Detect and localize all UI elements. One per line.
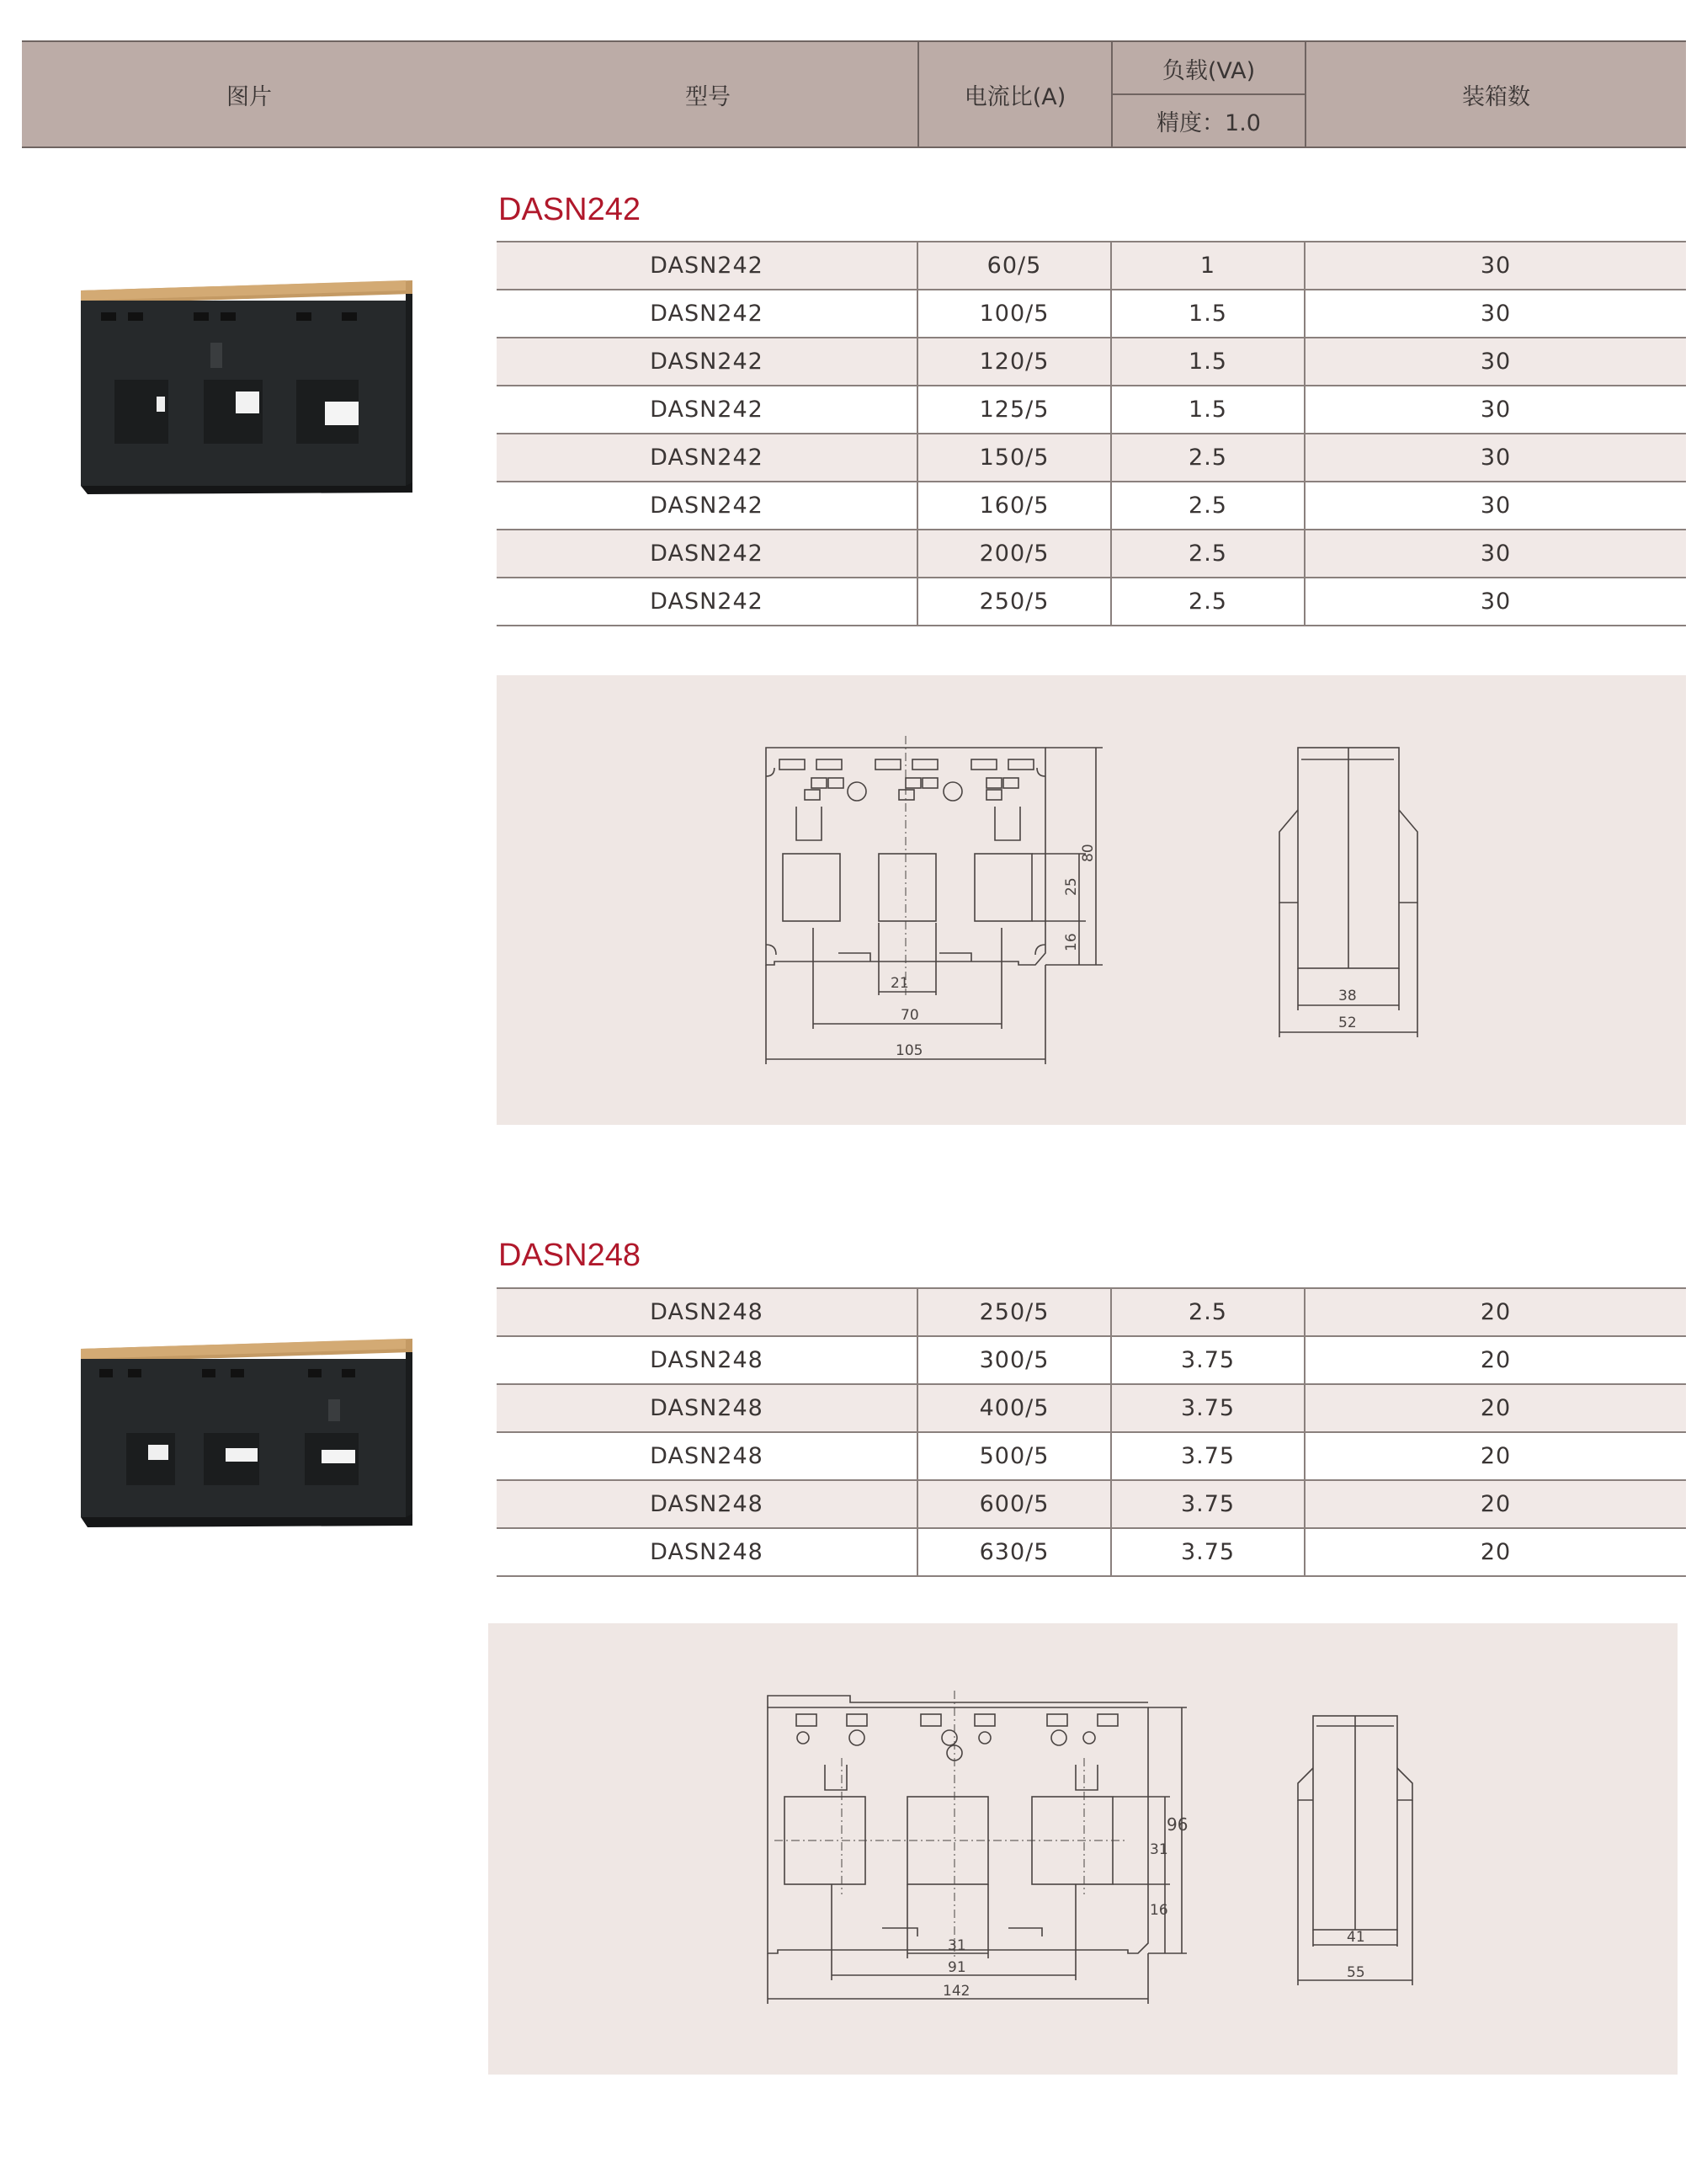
- cell-model: DASN248: [497, 1384, 917, 1432]
- dim-window-pitch: 91: [948, 1959, 966, 1976]
- product-photo: [76, 274, 412, 501]
- header-ratio: 电流比(A): [964, 83, 1066, 110]
- product-photo: [76, 1330, 412, 1532]
- cell-pack: 20: [1305, 1336, 1686, 1384]
- cell-ratio: 300/5: [917, 1336, 1111, 1384]
- cell-load: 3.75: [1111, 1480, 1305, 1528]
- cell-load: 2.5: [1111, 578, 1305, 626]
- cell-pack: 20: [1305, 1384, 1686, 1432]
- cell-ratio: 200/5: [917, 530, 1111, 578]
- cell-load: 1.5: [1111, 386, 1305, 434]
- table-row: [497, 578, 1686, 626]
- cell-pack: 30: [1305, 482, 1686, 530]
- table-row: [497, 1384, 1686, 1432]
- cell-ratio: 120/5: [917, 338, 1111, 386]
- header-pack: 装箱数: [1462, 83, 1530, 110]
- dim-window-height: 25: [1063, 877, 1080, 896]
- header-picture: 图片: [226, 83, 272, 110]
- dim-window-pitch: 70: [901, 1007, 919, 1024]
- cell-model: DASN242: [497, 482, 917, 530]
- cell-ratio: 160/5: [917, 482, 1111, 530]
- table-row: [497, 1432, 1686, 1480]
- table-row: [497, 290, 1686, 338]
- spec-table: [497, 241, 1686, 626]
- cell-load: 2.5: [1111, 1288, 1305, 1336]
- cell-load: 1.5: [1111, 290, 1305, 338]
- cell-pack: 30: [1305, 434, 1686, 482]
- dim-inner-depth: 38: [1338, 988, 1357, 1004]
- cell-load: 3.75: [1111, 1336, 1305, 1384]
- cell-pack: 20: [1305, 1432, 1686, 1480]
- table-row: [497, 1288, 1686, 1336]
- dim-overall-depth: 52: [1338, 1015, 1357, 1031]
- cell-ratio: 500/5: [917, 1432, 1111, 1480]
- dim-height: 96: [1167, 1814, 1189, 1835]
- header-accuracy: 精度：1.0: [1157, 109, 1261, 136]
- cell-load: 1: [1111, 242, 1305, 290]
- cell-model: DASN242: [497, 290, 917, 338]
- dim-height: 80: [1080, 844, 1097, 862]
- cell-pack: 30: [1305, 530, 1686, 578]
- dimension-drawing: [497, 675, 1686, 1125]
- dim-window-width: 21: [891, 975, 909, 992]
- cell-pack: 30: [1305, 386, 1686, 434]
- dim-base-to-window: 16: [1063, 933, 1080, 951]
- cell-ratio: 250/5: [917, 1288, 1111, 1336]
- dim-overall-width: 105: [896, 1042, 923, 1059]
- drawing-panel: [497, 675, 1686, 1125]
- cell-pack: 30: [1305, 290, 1686, 338]
- cell-load: 3.75: [1111, 1384, 1305, 1432]
- table-row: [497, 338, 1686, 386]
- cell-ratio: 150/5: [917, 434, 1111, 482]
- table-row: [497, 530, 1686, 578]
- cell-model: DASN242: [497, 386, 917, 434]
- cell-model: DASN242: [497, 338, 917, 386]
- cell-model: DASN248: [497, 1480, 917, 1528]
- cell-model: DASN248: [497, 1336, 917, 1384]
- table-row: [497, 482, 1686, 530]
- cell-ratio: 630/5: [917, 1528, 1111, 1576]
- dim-overall-depth: 55: [1347, 1964, 1365, 1981]
- cell-pack: 20: [1305, 1528, 1686, 1576]
- dim-window-width: 31: [948, 1937, 966, 1954]
- header-model: 型号: [685, 83, 731, 110]
- table-row: [497, 1336, 1686, 1384]
- dimension-drawing: [488, 1623, 1678, 2075]
- cell-ratio: 600/5: [917, 1480, 1111, 1528]
- cell-ratio: 250/5: [917, 578, 1111, 626]
- table-header: [22, 40, 1686, 148]
- dim-window-height: 31: [1150, 1841, 1168, 1858]
- cell-pack: 30: [1305, 338, 1686, 386]
- cell-model: DASN242: [497, 434, 917, 482]
- table-row: [497, 434, 1686, 482]
- cell-model: DASN248: [497, 1288, 917, 1336]
- table-row: [497, 386, 1686, 434]
- cell-load: 3.75: [1111, 1528, 1305, 1576]
- dim-inner-depth: 41: [1347, 1929, 1365, 1946]
- cell-ratio: 400/5: [917, 1384, 1111, 1432]
- cell-ratio: 100/5: [917, 290, 1111, 338]
- section-title: DASN248: [498, 1238, 641, 1273]
- cell-model: DASN242: [497, 578, 917, 626]
- spec-table: [497, 1287, 1686, 1577]
- cell-load: 2.5: [1111, 482, 1305, 530]
- cell-model: DASN248: [497, 1432, 917, 1480]
- section-title: DASN242: [498, 192, 641, 227]
- cell-ratio: 60/5: [917, 242, 1111, 290]
- cell-model: DASN248: [497, 1528, 917, 1576]
- dim-overall-width: 142: [943, 1983, 970, 2000]
- cell-model: DASN242: [497, 530, 917, 578]
- cell-pack: 30: [1305, 578, 1686, 626]
- table-row: [497, 1480, 1686, 1528]
- cell-model: DASN242: [497, 242, 917, 290]
- cell-pack: 20: [1305, 1480, 1686, 1528]
- table-row: [497, 242, 1686, 290]
- cell-ratio: 125/5: [917, 386, 1111, 434]
- cell-pack: 30: [1305, 242, 1686, 290]
- drawing-panel: [488, 1623, 1678, 2075]
- cell-load: 3.75: [1111, 1432, 1305, 1480]
- cell-load: 2.5: [1111, 434, 1305, 482]
- table-row: [497, 1528, 1686, 1576]
- cell-load: 1.5: [1111, 338, 1305, 386]
- header-load: 负载(VA): [1162, 57, 1256, 84]
- cell-pack: 20: [1305, 1288, 1686, 1336]
- dim-base-to-window: 16: [1150, 1902, 1168, 1919]
- cell-load: 2.5: [1111, 530, 1305, 578]
